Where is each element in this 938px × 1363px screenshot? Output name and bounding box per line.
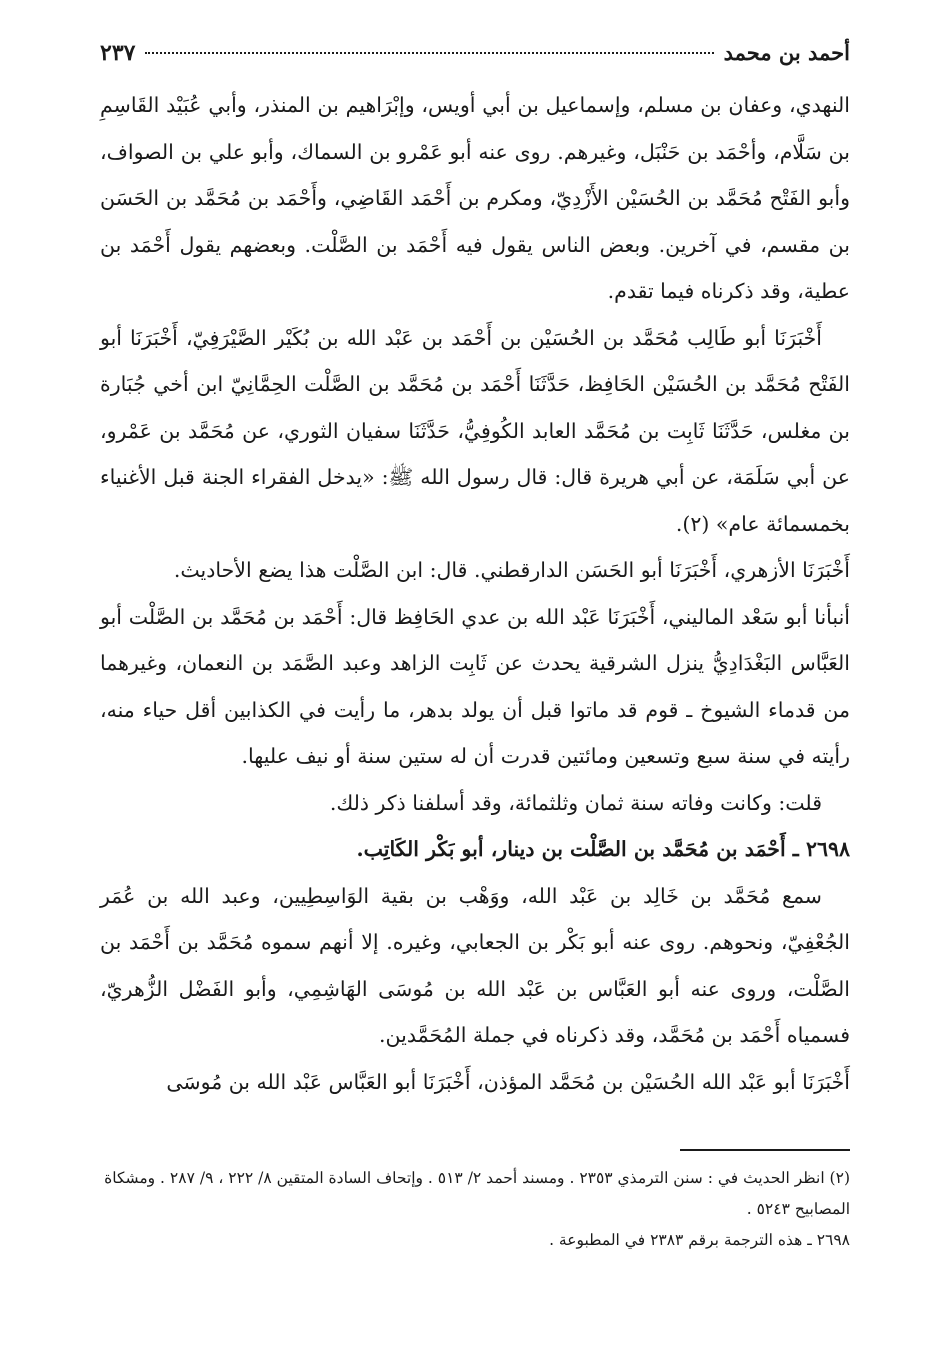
footnote: ٢٦٩٨ ـ هذه الترجمة برقم ٢٣٨٣ في المطبوعة . [549, 1231, 850, 1249]
paragraph: قلت: وكانت وفاته سنة ثمان وثلثمائة، وقد أسلفنا ذكر ذلك. [329, 790, 822, 815]
paragraph: أَخْبَرَنَا الأزهري، أَخْبَرَنَا أبو الحَسَن الدارقطني. قال: ابن الصَّلْت هذا يضع الأحاديث. [173, 558, 850, 582]
main-text [100, 82, 850, 1105]
running-header [100, 40, 850, 82]
book-page [100, 40, 850, 1363]
paragraph: أَخْبَرَنَا أبو طَالِب مُحَمَّد بن الحُسَيْن بن أَحْمَد بن عَبْد الله بن بُكَيْر الصَّيْرَفِيّ، أَخْبَرَنَا أبو الفَتْح مُحَمَّد بن الحُسَيْن الحَافِظ، حَدَّثَنَا أَحْمَد بن مُحَمَّد بن الصَّلْت الحِمَّانِيّ ابن أخي جُبَارة بن مغلس، حَدَّثَنَا ثَابِت بن مُحَمَّد العابد الكُوفِيُّ، حَدَّثَنَا سفيان الثوري، عن مُحَمَّد بن عَمْرو، عن أبي سَلَمَة، عن أبي هريرة قال: قال رسول الله ﷺ: «يدخل الفقراء الجنة قبل الأغنياء بخمسمائة عام» (٢). [100, 325, 850, 536]
paragraph: أَخْبَرَنَا أبو عَبْد الله الحُسَيْن بن مُحَمَّد المؤذن، أَخْبَرَنَا أبو العَبَّاس عَبْد الله بن مُوسَى [166, 1069, 850, 1094]
leader-dots [145, 52, 713, 54]
footnotes [100, 1163, 850, 1256]
page-number: ٢٣٧ [100, 40, 136, 66]
footnote: (٢) انظر الحديث في : سنن الترمذي ٢٣٥٣ . ومسند أحمد ٢/ ٥١٣ . وإتحاف السادة المتقين ٨/ ٢٢٢ ، ٩/ ٢٨٧ . ومشكاة المصابيح ٥٢٤٣ . [104, 1169, 850, 1218]
paragraph: النهدي، وعفان بن مسلم، وإسماعيل بن أبي أويس، وإبْرَاهيم بن المنذر، وأبي عُبَيْد القَاسِمِ بن سَلَّام، وأحْمَد بن حَنْبَل، وغيرهم. روى عنه أبو عَمْرو بن السماك، وأبو علي بن الصواف، وأبو الفَتْح مُحَمَّد بن الحُسَيْن الأَزْدِيّ، ومكرم بن أَحْمَد القَاضِي، وأَحْمَد بن مُحَمَّد بن الحَسَن بن مقسم، في آخرين. وبعض الناس يقول فيه أَحْمَد بن الصَّلْت. وبعضهم يقول أَحْمَد بن عطية، وقد ذكرناه فيما تقدم. [100, 93, 850, 303]
paragraph: سمع مُحَمَّد بن خَالِد بن عَبْد الله، ووَهْب بن بقية الوَاسِطِيين، وعبد الله بن عُمَر الجُعْفِيّ، ونحوهم. روى عنه أبو بَكْر بن الجعابي، وغيره. إلا أنهم سموه مُحَمَّد بن أَحْمَد بن الصَّلْت، وروى عنه أبو العَبَّاس بن عَبْد الله بن مُوسَى الهَاشِمِي، وأبو الفَضْل الزُّهريّ، فسمياه أَحْمَد بن مُحَمَّد، وقد ذكرناه في جملة المُحَمَّدين. [100, 883, 850, 1047]
running-title: أحمد بن محمد [723, 40, 850, 65]
footnote-separator [680, 1149, 850, 1151]
entry-heading: ٢٦٩٨ ـ أَحْمَد بن مُحَمَّد بن الصَّلْت بن دينار، أبو بَكْر الكَاتِب. [356, 837, 850, 861]
paragraph: أنبأنا أبو سَعْد الماليني، أَخْبَرَنَا عَبْد الله بن عدي الحَافِظ قال: أَحْمَد بن مُحَمَّد بن الصَّلْت أبو العَبَّاس البَغْدَادِيُّ ينزل الشرقية يحدث عن ثَابِت الزاهد وعبد الصَّمَد بن النعمان، وغيرهما من قدماء الشيوخ ـ قوم قد ماتوا قبل أن يولد بدهر، ما رأيت في الكذابين أقل حياء منه، رأيته في سنة سبع وتسعين ومائتين قدرت أن له ستين سنة أو نيف عليها. [100, 604, 850, 768]
